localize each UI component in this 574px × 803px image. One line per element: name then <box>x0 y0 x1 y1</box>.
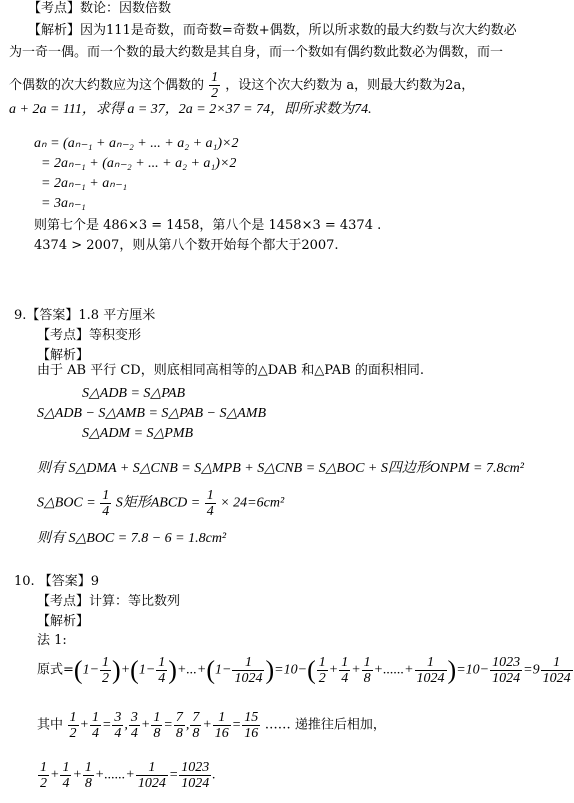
s1-line4-a: 个偶数的次大约数应为这个偶数的 <box>9 78 205 93</box>
frac-1-2: $\frac{1}{2}$ <box>102 655 110 686</box>
q9-srect: S矩形ABCD = <box>115 495 201 511</box>
eq-an-2: = 2aₙ₋₁ + (aₙ₋₂ + ... + a₂ + a₁)×2 <box>41 156 237 171</box>
half-fraction: $\frac{1}{2}$ <box>211 70 219 101</box>
yuanshi-label: 原式= <box>37 662 74 678</box>
q10-kaodian: 【考点】计算：等比数列 <box>37 594 181 609</box>
q10-jiexi: 【解析】 <box>37 614 90 629</box>
q9-eq1: S△ADB = S△PAB <box>82 386 186 401</box>
s1-line6: 则第七个是 486×3 = 1458，第八个是 1458×3 = 4374 . <box>34 218 382 233</box>
quarter-fraction-1: $\frac{1}{4}$ <box>102 488 110 519</box>
frac-1-4: $\frac{1}{4}$ <box>158 655 166 686</box>
s1-line4 <box>9 70 474 101</box>
q9-text3 <box>37 488 284 519</box>
q10-last: $\frac{1}{2}$ + $\frac{1}{4}$ + $\frac{1}{8}$ +......+ $\frac{1}{1024}$ = $\frac{1023}{1024}$ . <box>40 760 216 791</box>
s1-line3: 为一奇一偶。而一个数的最大约数是其自身，而一个数如有偶约数此数必为偶数，而一 <box>9 45 504 60</box>
q9-text4: 则有 S△BOC = 7.8 − 6 = 1.8cm² <box>37 531 227 546</box>
s1-line7: 4374 > 2007，则从第八个数开始每个都大于2007. <box>34 238 339 253</box>
tail-text: …… 递推往后相加， <box>264 717 386 733</box>
q9-kaodian: 【考点】等积变形 <box>37 328 142 343</box>
q9-text2: 则有 S△DMA + S△CNB = S△MPB + S△CNB = S△BOC + S四边形ONPM = 7.8cm² <box>37 461 524 476</box>
frac-1023-1024: $\frac{1023}{1024}$ <box>492 655 521 686</box>
q9-jiexi: 【解析】 <box>37 348 90 363</box>
res-10: =10− <box>274 662 308 678</box>
eq-an: aₙ = (aₙ₋₁ + aₙ₋₂ + ... + a₂ + a₁)×2 <box>34 136 239 151</box>
q9-text1: 由于 AB 平行 CD，则底相同高相等的△DAB 和△PAB 的面积相同. <box>37 363 424 378</box>
s1-line4-b: ，设这个次大约数为 a，则最大约数为2a， <box>225 78 475 93</box>
quarter-fraction-2: $\frac{1}{4}$ <box>206 488 214 519</box>
q9-eq3: S△ADM = S△PMB <box>82 426 194 441</box>
s1-line5: a + 2a = 111，求得 a = 37，2a = 2×37 = 74，即所求数为74. <box>9 102 372 117</box>
q9-result: × 24=6cm² <box>220 495 285 511</box>
eq-an-3: = 2aₙ₋₁ + aₙ₋₁ <box>41 176 128 191</box>
eq-an-4: = 3aₙ₋₁ <box>41 196 86 211</box>
q10-qizhong: 其中 $\frac{1}{2}$ + $\frac{1}{4}$ = $\frac{3}{4}$ , $\frac{3}{4}$ + $\frac{1}{8}$ = $\frac{7}{8}$ , $\frac{7}{8}$ + $\frac{1}{16}$ = $\frac{15}{16}$ …… 递推往后相加， <box>37 710 386 741</box>
q9-eq2: S△ADB − S△AMB = S△PAB − S△AMB <box>37 406 267 421</box>
frac-1-1024: $\frac{1}{1024}$ <box>234 655 263 686</box>
res-9: =9 <box>523 662 540 678</box>
q9-sboc: S△BOC = <box>37 495 96 511</box>
q9-answer: 9.【答案】1.8 平方厘米 <box>14 308 156 323</box>
q10-answer: 10. 【答案】9 <box>14 574 100 589</box>
q10-method: 法 1: <box>37 633 67 648</box>
s1-jiexi: 【解析】因为111是奇数，而奇数=奇数+偶数，所以所求数的最大约数与次大约数必 <box>28 23 517 38</box>
q10-yuanshi: 原式=(1− $\frac{1}{2}$ )+(1− $\frac{1}{4}$ )+...+(1− $\frac{1}{1024}$ )=10−( $\frac{1}{2}$ + $\frac{1}{4}$ + $\frac{1}{8}$ +......+ $\frac{1}{1024}$ )=10− $\frac{1023}{1024}$ =9 $\frac{1}{1024}$ <box>37 655 571 686</box>
s1-kaodian: 【考点】数论：因数倍数 <box>28 1 172 16</box>
qizhong-label: 其中 <box>37 717 64 733</box>
